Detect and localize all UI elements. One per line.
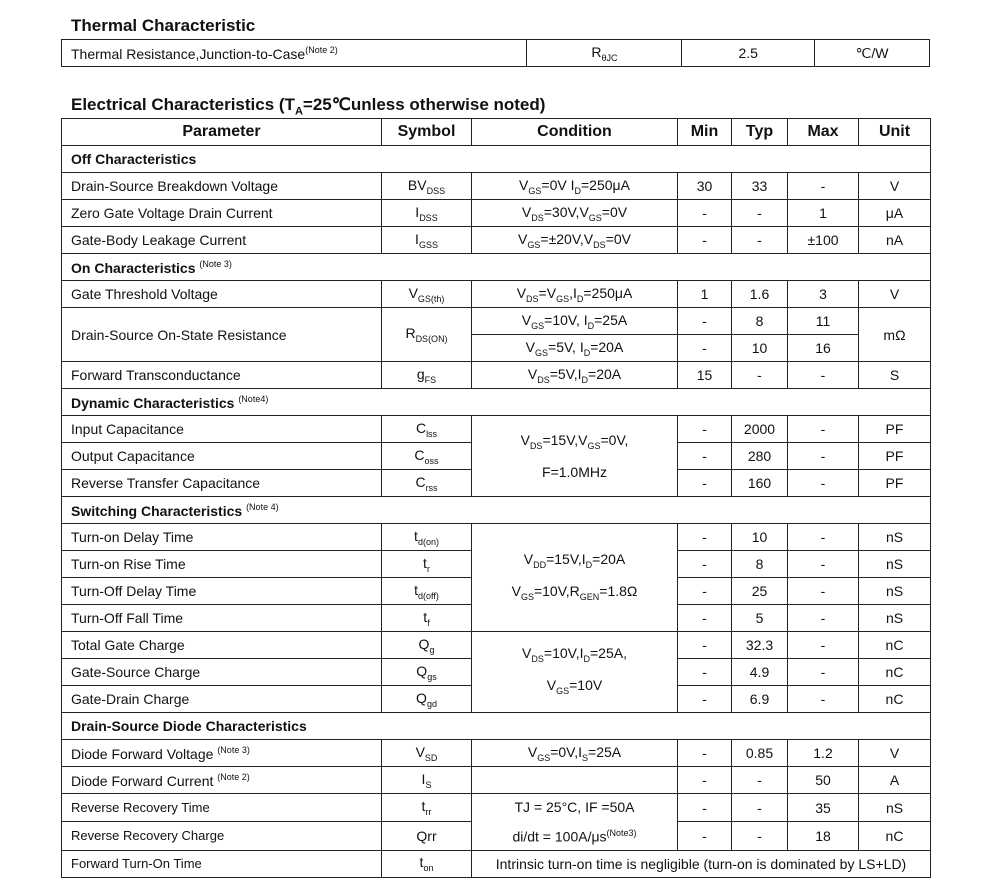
- min-cell: -: [678, 443, 732, 470]
- symbol-cell: $I_{GSS}$: [382, 227, 472, 254]
- max-cell: -: [788, 659, 859, 686]
- max-cell: -: [788, 362, 859, 389]
- param-cell: Forward Transconductance: [62, 362, 382, 389]
- param-cell: Turn-on Rise Time: [62, 551, 382, 578]
- min-cell: -: [678, 822, 732, 850]
- thermal-table: [61, 39, 930, 67]
- symbol-cell: $BV_{DSS}$: [382, 173, 472, 200]
- thermal-section-title: Thermal Characteristic: [71, 16, 256, 35]
- unit-cell: nA: [859, 227, 931, 254]
- param-cell: Turn-Off Fall Time: [62, 605, 382, 632]
- symbol-cell: $C_{oss}$: [382, 443, 472, 470]
- typ-cell: 280: [732, 443, 788, 470]
- min-cell: -: [678, 659, 732, 686]
- table-row: [62, 281, 931, 308]
- condition-cell: $V_{GS}=0V$ $I_D=250\mu A$: [472, 173, 678, 200]
- param-cell: Gate-Source Charge: [62, 659, 382, 686]
- condition-cell: $V_{DS}=15V,V_{GS}=0V$, F=1.0MHz: [472, 416, 678, 497]
- symbol-cell: $t_{rr}$: [382, 794, 472, 822]
- table-row: [62, 767, 931, 794]
- param-cell: Gate-Body Leakage Current: [62, 227, 382, 254]
- unit-cell: S: [859, 362, 931, 389]
- typ-cell: 2000: [732, 416, 788, 443]
- condition-cell: $V_{GS}=0V,I_S=25A$: [472, 740, 678, 767]
- min-cell: -: [678, 632, 732, 659]
- typ-cell: 5: [732, 605, 788, 632]
- min-cell: 30: [678, 173, 732, 200]
- typ-cell: 160: [732, 470, 788, 497]
- category-row: [62, 146, 931, 173]
- unit-cell: nS: [859, 794, 931, 822]
- typ-cell: 0.85: [732, 740, 788, 767]
- typ-cell: -: [732, 362, 788, 389]
- min-cell: -: [678, 200, 732, 227]
- max-cell: 16: [788, 335, 859, 362]
- symbol-cell: $R_{DS(ON)}$: [382, 308, 472, 362]
- col-header: Max: [788, 119, 859, 146]
- condition-cell: $V_{DS}=5V,I_D=20A$: [472, 362, 678, 389]
- max-cell: 11: [788, 308, 859, 335]
- table-row: [62, 740, 931, 767]
- category-row: [62, 254, 931, 281]
- symbol-cell: $t_r$: [382, 551, 472, 578]
- electrical-section-title: Electrical Characteristics ($T_A=25℃unless$ otherwise noted): [71, 95, 546, 118]
- min-cell: -: [678, 416, 732, 443]
- max-cell: -: [788, 524, 859, 551]
- param-cell: Drain-Source Breakdown Voltage: [62, 173, 382, 200]
- category-row: [62, 713, 931, 740]
- unit-cell: nC: [859, 822, 931, 850]
- table-row: [62, 794, 931, 822]
- symbol-cell: Qrr: [382, 822, 472, 850]
- typ-cell: 10: [732, 524, 788, 551]
- param-cell: Reverse Recovery Charge: [62, 822, 382, 850]
- electrical-table: [61, 118, 931, 878]
- value-cell: 2.5: [682, 40, 815, 67]
- typ-cell: 8: [732, 551, 788, 578]
- table-row: [62, 362, 931, 389]
- min-cell: -: [678, 767, 732, 794]
- unit-cell: nS: [859, 578, 931, 605]
- table-row: [62, 227, 931, 254]
- symbol-cell: $I_S$: [382, 767, 472, 794]
- condition-cell: $V_{GS}=\pm 20V,V_{DS}=0V$: [472, 227, 678, 254]
- condition-cell: $V_{GS}=5V$, $I_D=20A$: [472, 335, 678, 362]
- typ-cell: -: [732, 227, 788, 254]
- table-row: [62, 200, 931, 227]
- max-cell: -: [788, 551, 859, 578]
- unit-cell: μA: [859, 200, 931, 227]
- symbol-cell: $t_{d(off)}$: [382, 578, 472, 605]
- condition-cell: $V_{DS}=30V,V_{GS}=0V$: [472, 200, 678, 227]
- unit-cell: V: [859, 281, 931, 308]
- min-cell: -: [678, 794, 732, 822]
- min-cell: 15: [678, 362, 732, 389]
- unit-cell: nC: [859, 632, 931, 659]
- condition-cell: $V_{DS}=10V,I_D=25A$, $V_{GS}=10V$: [472, 632, 678, 713]
- typ-cell: 8: [732, 308, 788, 335]
- category-label: Drain-Source Diode Characteristics: [62, 713, 931, 740]
- unit-cell: nC: [859, 686, 931, 713]
- category-label: On Characteristics $^{(Note 3)}$: [62, 254, 931, 281]
- typ-cell: 32.3: [732, 632, 788, 659]
- unit-cell: nC: [859, 659, 931, 686]
- max-cell: ±100: [788, 227, 859, 254]
- unit-cell: ℃/W: [815, 40, 930, 67]
- param-cell: Output Capacitance: [62, 443, 382, 470]
- category-label: Dynamic Characteristics $^{(Note4)}$: [62, 389, 931, 416]
- table-row: [62, 850, 931, 877]
- symbol-cell: $V_{SD}$: [382, 740, 472, 767]
- max-cell: -: [788, 686, 859, 713]
- min-cell: -: [678, 551, 732, 578]
- symbol-cell: $V_{GS(th)}$: [382, 281, 472, 308]
- condition-cell: $V_{DD}=15V,I_D=20A$ $V_{GS}=10V,R_{GEN}=1.8\Omega$: [472, 524, 678, 632]
- typ-cell: 4.9: [732, 659, 788, 686]
- symbol-cell: $C_{lss}$: [382, 416, 472, 443]
- param-cell: Turn-Off Delay Time: [62, 578, 382, 605]
- col-header: Min: [678, 119, 732, 146]
- min-cell: -: [678, 524, 732, 551]
- typ-cell: -: [732, 822, 788, 850]
- symbol-cell: $t_{on}$: [382, 850, 472, 877]
- max-cell: 35: [788, 794, 859, 822]
- typ-cell: -: [732, 200, 788, 227]
- param-cell: Total Gate Charge: [62, 632, 382, 659]
- min-cell: -: [678, 686, 732, 713]
- max-cell: -: [788, 443, 859, 470]
- table-row: [62, 524, 931, 551]
- param-cell: Reverse Transfer Capacitance: [62, 470, 382, 497]
- unit-cell: PF: [859, 416, 931, 443]
- col-header: Typ: [732, 119, 788, 146]
- max-cell: -: [788, 605, 859, 632]
- unit-cell: mΩ: [859, 308, 931, 362]
- table-row: [62, 40, 930, 67]
- symbol-cell: $C_{rss}$: [382, 470, 472, 497]
- typ-cell: -: [732, 794, 788, 822]
- param-cell: Thermal Resistance,Junction-to-Case$^{(Note 2)}$: [62, 40, 527, 67]
- unit-cell: V: [859, 173, 931, 200]
- min-cell: -: [678, 335, 732, 362]
- min-cell: -: [678, 470, 732, 497]
- symbol-cell: $Q_g$: [382, 632, 472, 659]
- condition-cell: TJ = 25°C, IF =50A $di/dt = 100A/\mu s^{(Note3)}$: [472, 794, 678, 851]
- category-row: [62, 389, 931, 416]
- max-cell: -: [788, 632, 859, 659]
- header-row: [62, 119, 931, 146]
- symbol-cell: $I_{DSS}$: [382, 200, 472, 227]
- col-header: Parameter: [62, 119, 382, 146]
- min-cell: -: [678, 227, 732, 254]
- typ-cell: 6.9: [732, 686, 788, 713]
- max-cell: 18: [788, 822, 859, 850]
- param-cell: Gate-Drain Charge: [62, 686, 382, 713]
- typ-cell: 10: [732, 335, 788, 362]
- min-cell: 1: [678, 281, 732, 308]
- condition-cell: [472, 767, 678, 794]
- unit-cell: nS: [859, 551, 931, 578]
- max-cell: 1: [788, 200, 859, 227]
- category-label: Off Characteristics: [62, 146, 931, 173]
- unit-cell: V: [859, 740, 931, 767]
- typ-cell: 33: [732, 173, 788, 200]
- condition-cell: Intrinsic turn-on time is negligible (turn-on is dominated by LS+LD): [472, 850, 931, 877]
- symbol-cell: $t_f$: [382, 605, 472, 632]
- unit-cell: nS: [859, 524, 931, 551]
- max-cell: -: [788, 416, 859, 443]
- category-row: [62, 497, 931, 524]
- symbol-cell: $R_{\theta JC}$: [527, 40, 682, 67]
- max-cell: 50: [788, 767, 859, 794]
- unit-cell: PF: [859, 470, 931, 497]
- condition-cell: $V_{DS}=V_{GS},I_D=250\mu A$: [472, 281, 678, 308]
- typ-cell: -: [732, 767, 788, 794]
- col-header: Condition: [472, 119, 678, 146]
- param-cell: Forward Turn-On Time: [62, 850, 382, 877]
- col-header: Unit: [859, 119, 931, 146]
- max-cell: -: [788, 470, 859, 497]
- param-cell: Reverse Recovery Time: [62, 794, 382, 822]
- symbol-cell: $Q_{gd}$: [382, 686, 472, 713]
- table-row: [62, 173, 931, 200]
- table-row: [62, 416, 931, 443]
- category-label: Switching Characteristics $^{(Note 4)}$: [62, 497, 931, 524]
- symbol-cell: $Q_{gs}$: [382, 659, 472, 686]
- table-row: [62, 308, 931, 335]
- param-cell: Drain-Source On-State Resistance: [62, 308, 382, 362]
- param-cell: Gate Threshold Voltage: [62, 281, 382, 308]
- param-cell: Diode Forward Current $^{(Note 2)}$: [62, 767, 382, 794]
- max-cell: 1.2: [788, 740, 859, 767]
- unit-cell: A: [859, 767, 931, 794]
- param-cell: Zero Gate Voltage Drain Current: [62, 200, 382, 227]
- min-cell: -: [678, 308, 732, 335]
- unit-cell: PF: [859, 443, 931, 470]
- max-cell: -: [788, 173, 859, 200]
- typ-cell: 25: [732, 578, 788, 605]
- table-row: [62, 632, 931, 659]
- max-cell: -: [788, 578, 859, 605]
- max-cell: 3: [788, 281, 859, 308]
- min-cell: -: [678, 740, 732, 767]
- param-cell: Diode Forward Voltage $^{(Note 3)}$: [62, 740, 382, 767]
- col-header: Symbol: [382, 119, 472, 146]
- min-cell: -: [678, 605, 732, 632]
- typ-cell: 1.6: [732, 281, 788, 308]
- symbol-cell: $t_{d(on)}$: [382, 524, 472, 551]
- symbol-cell: $g_{FS}$: [382, 362, 472, 389]
- param-cell: Turn-on Delay Time: [62, 524, 382, 551]
- param-cell: Input Capacitance: [62, 416, 382, 443]
- unit-cell: nS: [859, 605, 931, 632]
- min-cell: -: [678, 578, 732, 605]
- condition-cell: $V_{GS}=10V$, $I_D=25A$: [472, 308, 678, 335]
